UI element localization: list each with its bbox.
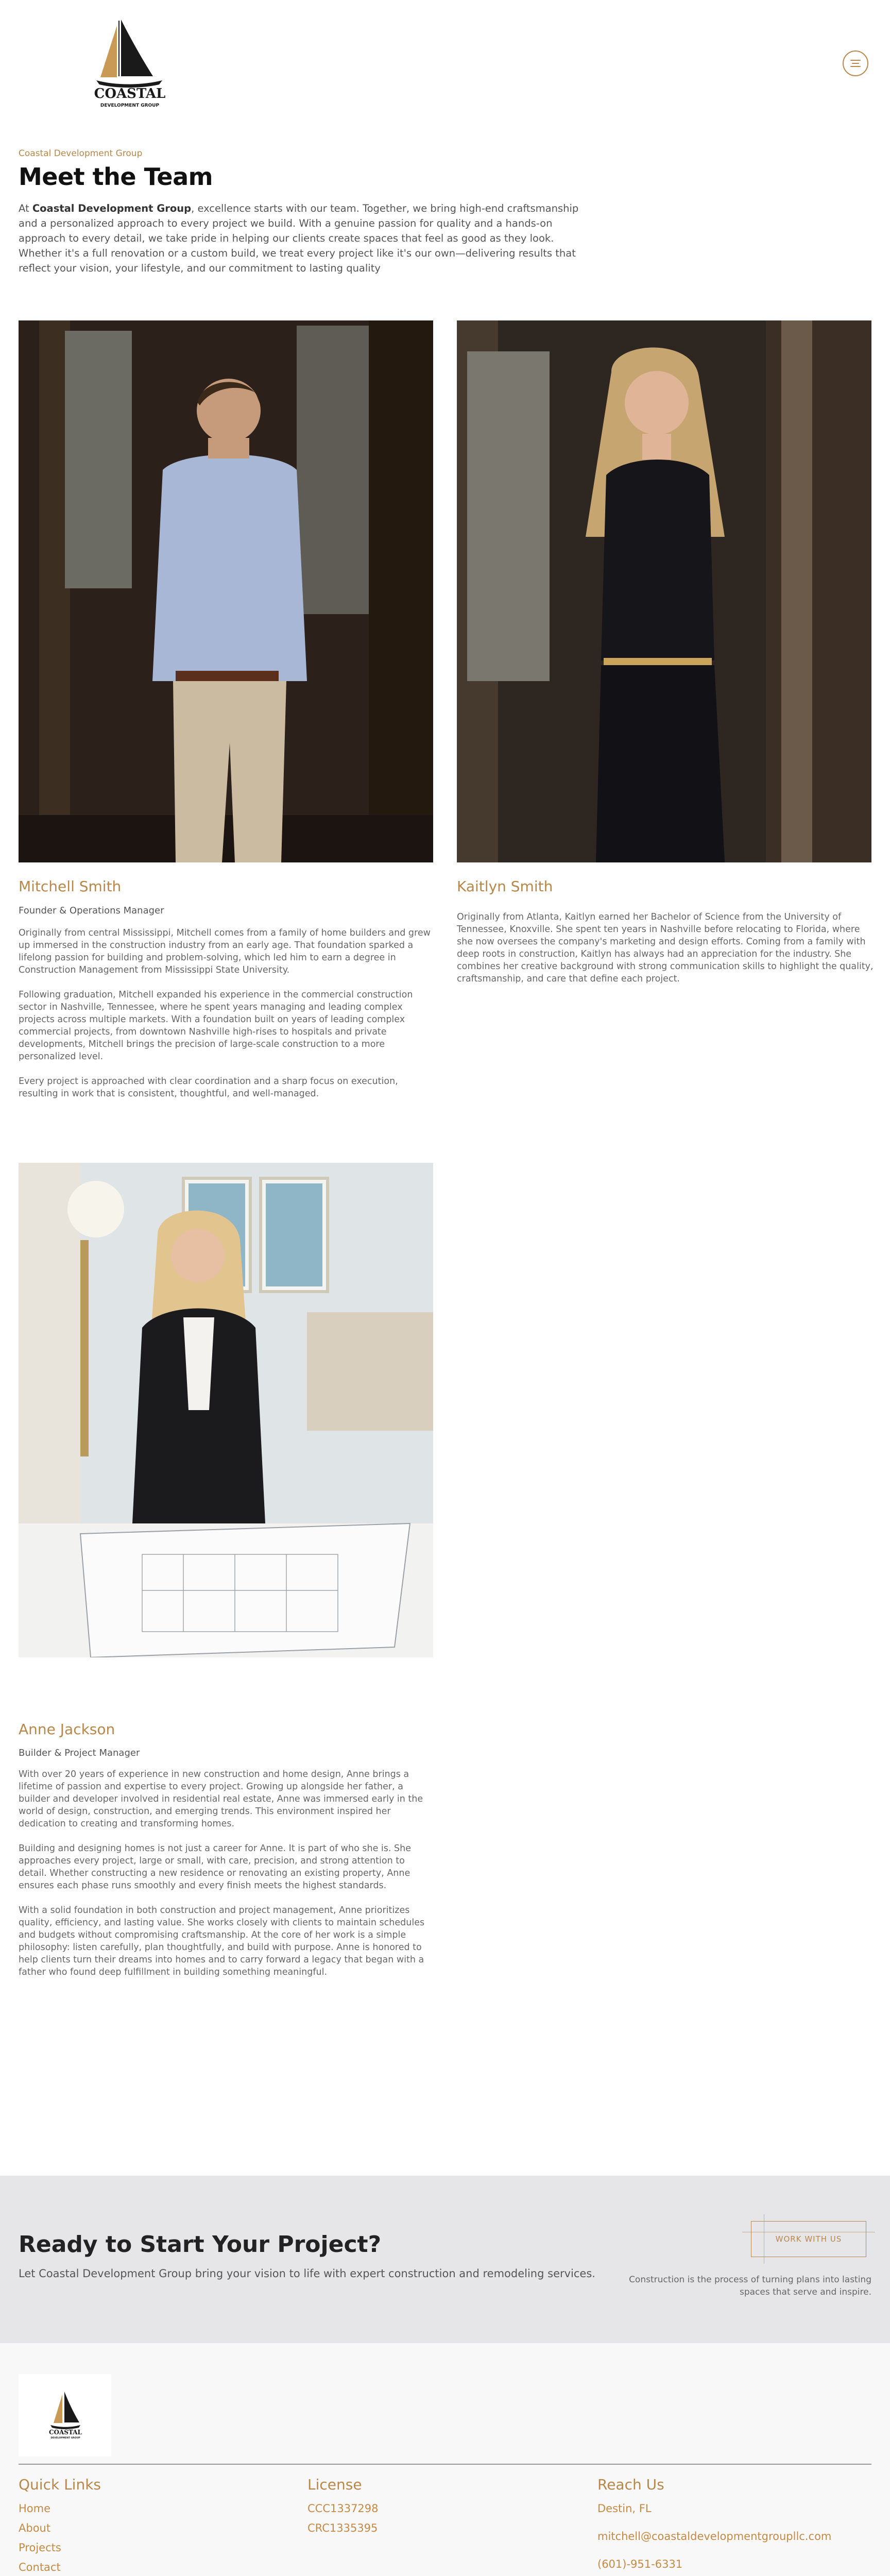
quick-links xyxy=(19,2476,101,2576)
hamburger-icon xyxy=(850,60,861,61)
cta-title: Ready to Start Your Project? xyxy=(19,2231,382,2258)
work-with-us-button[interactable]: WORK WITH US xyxy=(751,2221,866,2257)
license-title: License xyxy=(307,2476,362,2493)
license-block xyxy=(307,2476,379,2541)
cta-section xyxy=(0,2176,890,2343)
page-title: Meet the Team xyxy=(19,163,213,191)
svg-text:COASTAL: COASTAL xyxy=(48,2429,82,2436)
license-number: CRC1335395 xyxy=(307,2522,378,2534)
footer-logo[interactable] xyxy=(19,2374,111,2456)
email-link[interactable]: mitchell@coastaldevelopmentgroupllc.com xyxy=(597,2530,832,2543)
intro-text: At Coastal Development Group, excellence starts with our team. Together, we bring high-end craftsmanship and a personalized approach to every project we build. With a genuine passion for quality and a hands-on approach to every detail, we take pride in helping our clients create spaces that feel as good as they look. Whether it's a full renovation or a custom build, we treat every project like it's our own—delivering results that reflect your vision, your lifestyle, and our commitment to lasting quality xyxy=(19,202,579,274)
cta-subtitle: Let Coastal Development Group bring your vision to life with expert construction and remodeling services. xyxy=(19,2267,595,2280)
svg-text:COASTAL: COASTAL xyxy=(94,86,166,101)
footer-divider xyxy=(19,2464,871,2465)
coastal-logo[interactable] xyxy=(85,15,175,111)
reach-us-title: Reach Us xyxy=(597,2476,664,2493)
member-name: Anne Jackson xyxy=(19,1721,115,1738)
menu-button[interactable] xyxy=(843,50,868,76)
member-bio: With over 20 years of experience in new construction and home design, Anne brings a lifetime of passion and expertise to every project. Growing up alongside her father, a builder and developer involved in residential real estate, Anne was immersed early in the world of design, construction, and emerging trends. This environment inspired her dedication to creating and transforming homes. Building and designing homes is not just a career for Anne. It is part of who she is. She approaches every project, large or small, with care, precision, and strong attention to detail. Whether constructing a new residence or renovating an existing property, Anne ensures each phase runs smoothly and every finish meets the highest standards. With a solid foundation in both construction and project management, Anne prioritizes quality, efficiency, and lasting value. She works closely with clients to maintain schedules and budgets without compromising craftsmanship. At the core of her work is a simple philosophy: listen carefully, plan thoughtfully, and build with purpose. Anne is honored to help clients turn their dreams into homes and to carry forward a legacy that began with a father who found deep fulfillment in building something meaningful. xyxy=(19,1769,425,1977)
site-header xyxy=(0,0,890,129)
photo-anne xyxy=(19,1163,433,1657)
license-number: CCC1337298 xyxy=(307,2502,379,2515)
member-role: Founder & Operations Manager xyxy=(19,905,164,916)
footer-link-projects[interactable]: Projects xyxy=(19,2541,61,2554)
phone-link[interactable]: (601)-951-6331 xyxy=(597,2558,683,2570)
photo-kaitlyn xyxy=(457,320,871,862)
site-footer xyxy=(0,2343,890,2576)
intro-section xyxy=(19,148,585,276)
member-bio: Originally from central Mississippi, Mitchell comes from a family of home builders and grew up immersed in the construction industry from an early age. That foundation sparked a lifelong passion for building and problem-solving, which led him to earn a degree in Construction Management from Mississippi State University. Following graduation, Mitchell expanded his experience in the commercial construction sector in Nashville, Tennessee, where he spent years managing and leading complex projects across multiple markets. With a foundation built on years of leading complex commercial projects, from downtown Nashville high-rises to hospitals and private developments, Mitchell brings the precision of large-scale construction to a more personalized level. Every project is approached with clear coordination and a sharp focus on execution, resulting in work that is consistent, thoughtful, and well-managed. xyxy=(19,928,431,1099)
svg-text:DEVELOPMENT GROUP: DEVELOPMENT GROUP xyxy=(50,2437,80,2439)
footer-link-about[interactable]: About xyxy=(19,2522,51,2534)
location: Destin, FL xyxy=(597,2502,652,2515)
eyebrow: Coastal Development Group xyxy=(19,148,143,159)
reach-us xyxy=(597,2476,831,2576)
footer-link-home[interactable]: Home xyxy=(19,2502,51,2515)
quick-links-title: Quick Links xyxy=(19,2476,101,2493)
member-name: Mitchell Smith xyxy=(19,878,122,895)
member-role: Builder & Project Manager xyxy=(19,1748,140,1758)
member-bio: Originally from Atlanta, Kaitlyn earned her Bachelor of Science from the University of Tennessee, Knoxville. She spent ten years in Nashville before relocating to Florida, where she now oversees the company's marketing and design efforts. Coming from a family with deep roots in construction, Kaitlyn has always had an appreciation for the industry. She combines her creative background with strong communication skills to highlight the quality, craftsmanship, and care that define each project. xyxy=(457,912,874,984)
member-name: Kaitlyn Smith xyxy=(457,878,553,895)
company-name: Coastal Development Group xyxy=(32,202,192,214)
cta-note: Construction is the process of turning plans into lasting spaces that serve and inspire. xyxy=(629,2275,871,2297)
footer-link-contact[interactable]: Contact xyxy=(19,2561,61,2573)
svg-text:DEVELOPMENT GROUP: DEVELOPMENT GROUP xyxy=(100,103,160,108)
photo-mitchell xyxy=(19,320,433,862)
